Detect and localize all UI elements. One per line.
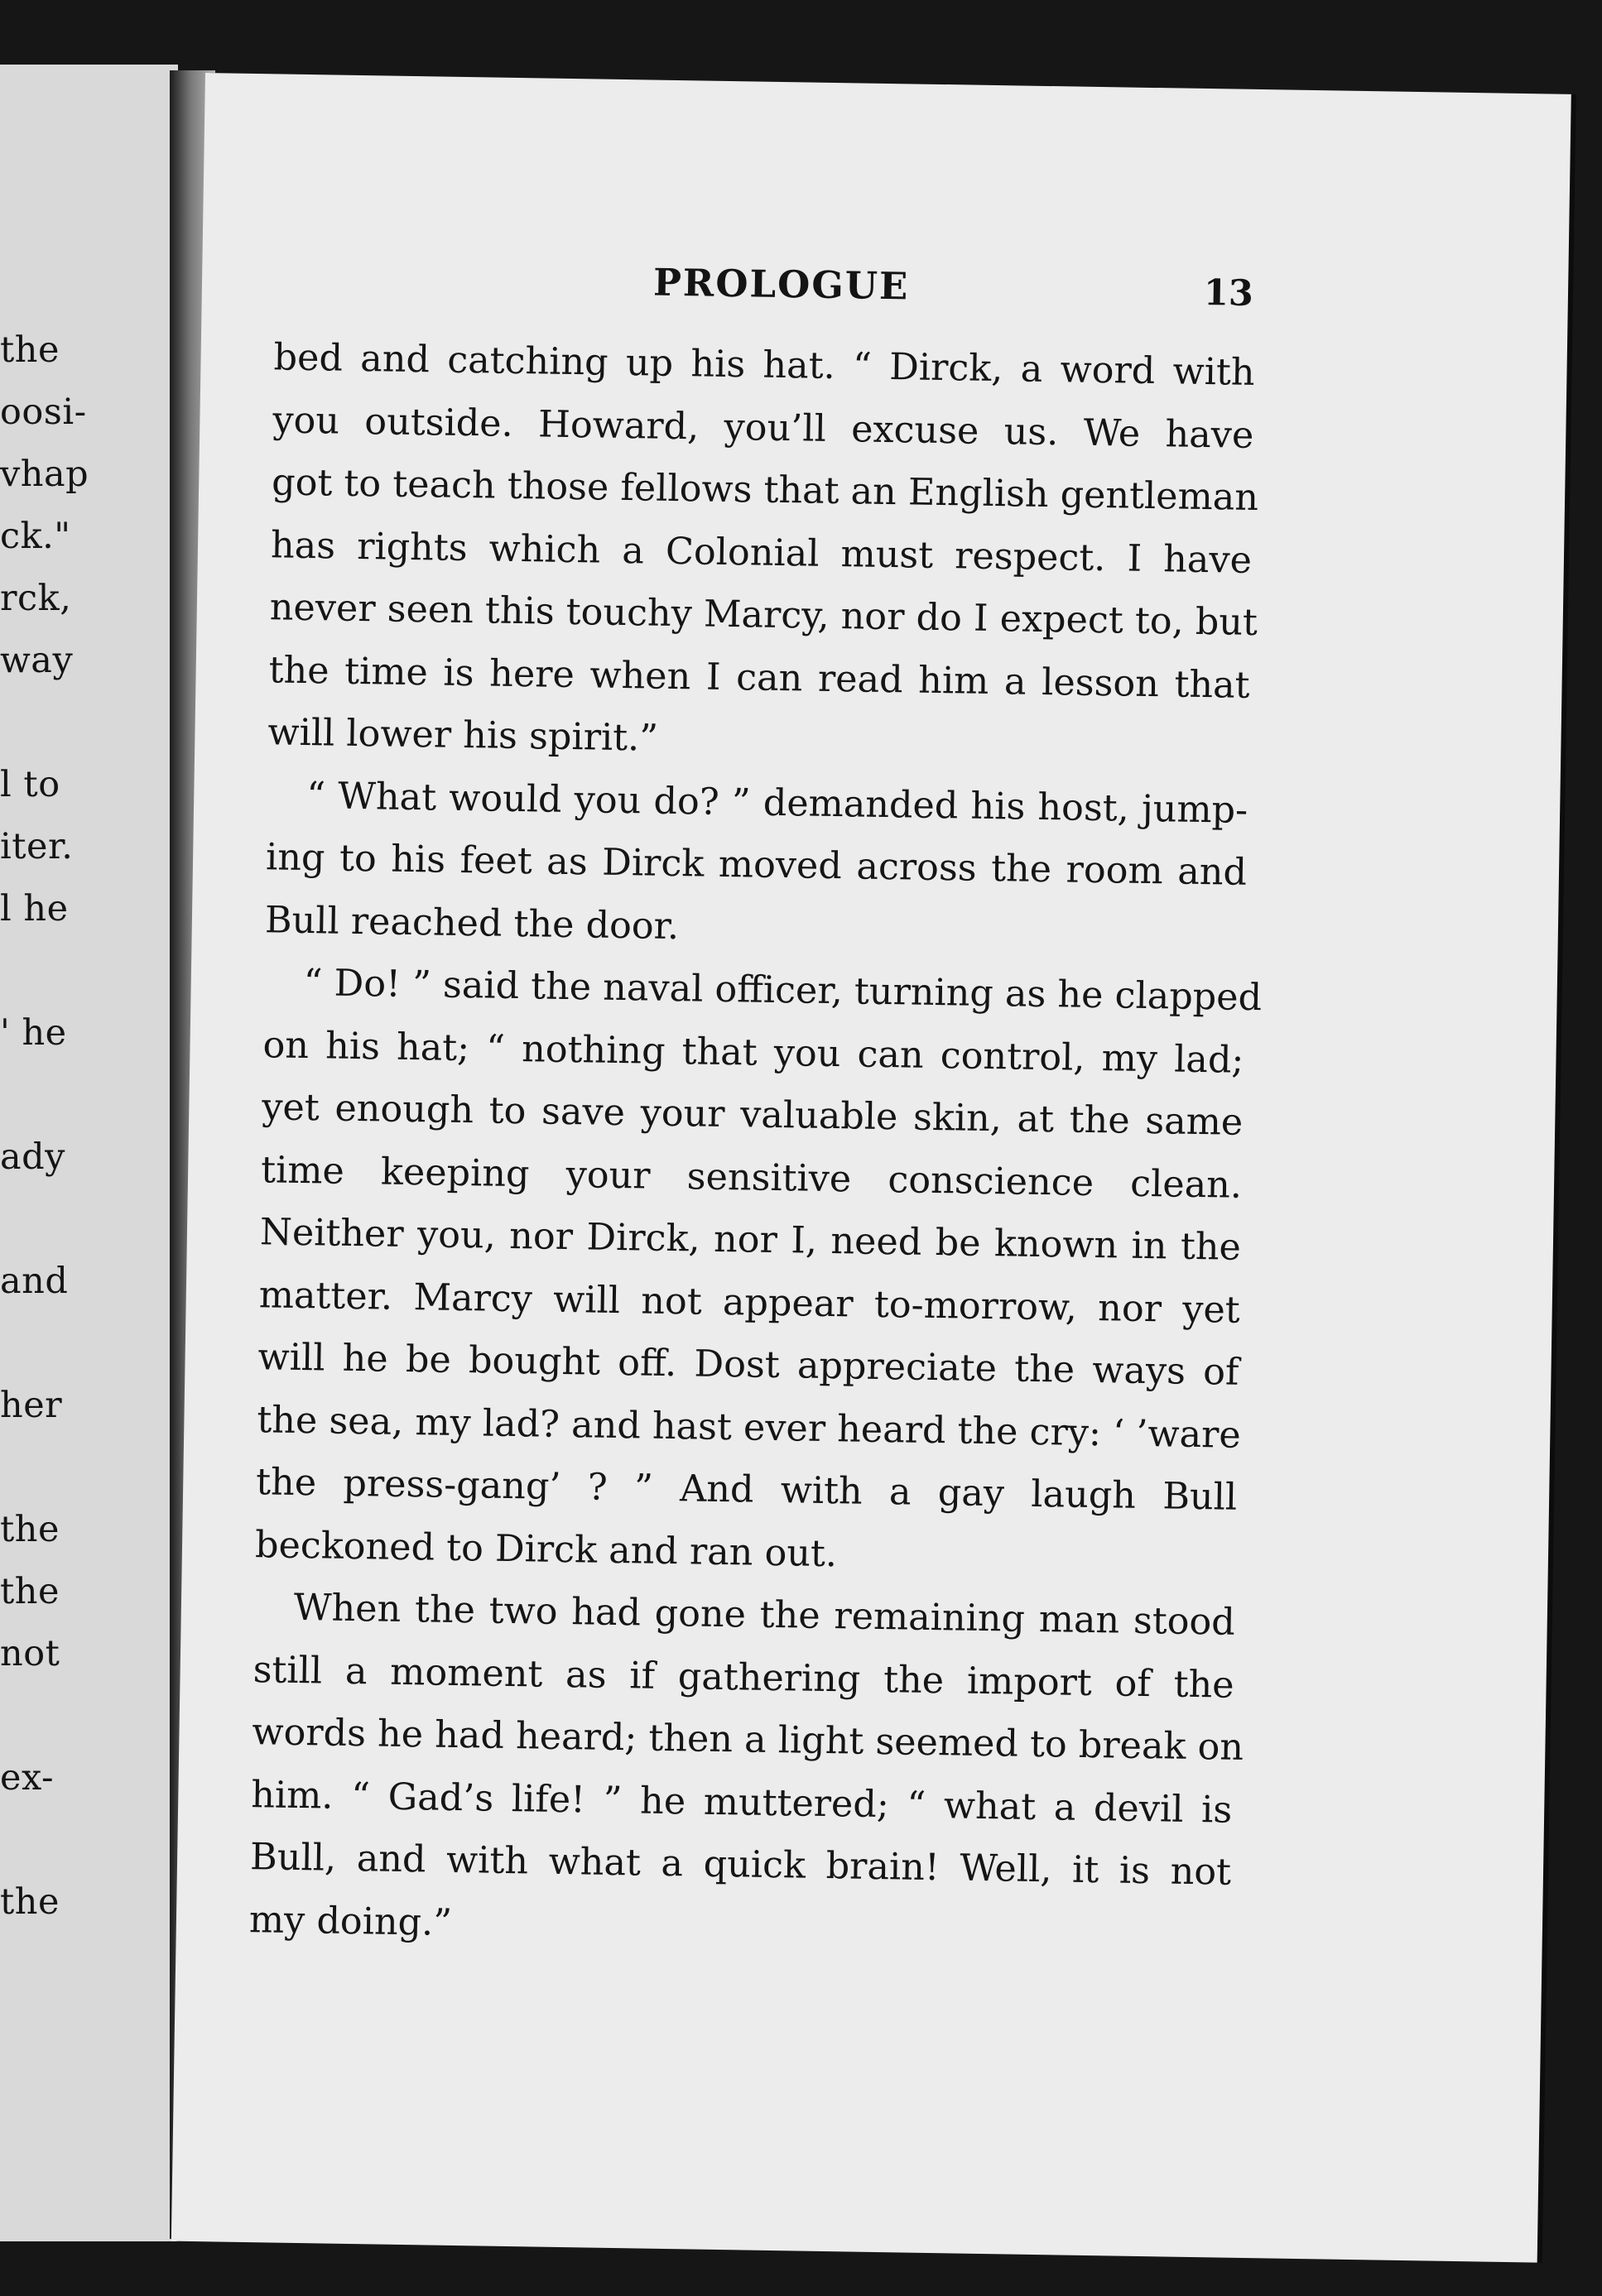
text-line: you outside. Howard, you’ll excuse us. We have — [272, 398, 1254, 457]
facing-page-fragment: l to — [0, 764, 60, 805]
facing-page-fragment: the — [0, 329, 60, 371]
facing-page-fragment: the — [0, 1881, 60, 1923]
facing-page-fragment: ' he — [0, 1012, 67, 1054]
facing-page-fragment: the — [0, 1509, 60, 1550]
facing-page-fragment: the — [0, 1571, 60, 1612]
text-line: time keeping your sensitive conscience clean. — [260, 1148, 1243, 1207]
facing-page-fragment: and — [0, 1261, 69, 1302]
text-line: him. “ Gad’s life! ” he muttered; “ what a devil is — [250, 1773, 1233, 1832]
facing-page-fragment: ady — [0, 1136, 65, 1178]
text-line: Neither you, nor Dirck, nor I, need be known in the — [259, 1211, 1242, 1269]
text-line: the sea, my lad? and hast ever heard the cry: ‘ ’ware — [257, 1398, 1242, 1457]
facing-page-fragment: iter. — [0, 826, 74, 867]
facing-page-fragment: ex- — [0, 1757, 54, 1799]
text-line: matter. Marcy will not appear to-morrow, nor yet — [258, 1273, 1241, 1332]
text-line: the press-gang’ ? ” And with a gay laugh Bull — [255, 1461, 1238, 1519]
facing-page-fragment: oosi- — [0, 391, 87, 433]
body-text — [248, 326, 1263, 1966]
text-line: bed and catching up his hat. “ Dirck, a word with — [273, 336, 1255, 394]
text-line: on his hat; “ nothing that you can control, my lad; — [262, 1023, 1244, 1082]
running-head: PROLOGUE — [652, 260, 910, 309]
text-line: Bull, and with what a quick brain! Well, it is not — [249, 1836, 1232, 1894]
text-line: ing to his feet as Dirck moved across the room and — [265, 836, 1248, 894]
text-line: Bull reached the door. — [264, 898, 680, 948]
text-line: the time is here when I can read him a lesson that — [268, 648, 1250, 707]
text-line: words he had heard; then a light seemed to break on — [252, 1711, 1244, 1769]
facing-page-fragment: vhap — [0, 454, 89, 495]
text-line: When the two had gone the remaining man stood — [293, 1586, 1236, 1644]
text-line: my doing.” — [248, 1898, 453, 1944]
facing-page-fragment: her — [0, 1385, 63, 1426]
text-line: “ Do! ” said the naval officer, turning as he clapped — [303, 962, 1263, 1020]
text-line: still a moment as if gathering the import of the — [253, 1648, 1234, 1707]
book-page — [171, 73, 1571, 2263]
facing-page-fragment: l he — [0, 888, 69, 929]
facing-page-fragment: ck." — [0, 516, 71, 557]
text-line: got to teach those fellows that an English gentleman — [271, 461, 1259, 520]
text-line: never seen this touchy Marcy, nor do I expect to, but — [269, 586, 1258, 645]
facing-page-fragment: way — [0, 640, 74, 681]
facing-page — [0, 65, 178, 2241]
facing-page-fragment: not — [0, 1633, 60, 1674]
page-number: 13 — [1203, 271, 1254, 315]
text-line: will lower his spirit.” — [267, 711, 659, 760]
text-line: yet enough to save your valuable skin, at the same — [261, 1086, 1244, 1144]
page-header — [202, 253, 1569, 324]
text-line: will he be bought off. Dost appreciate the ways of — [257, 1336, 1239, 1394]
text-line: beckoned to Dirck and ran out. — [254, 1523, 838, 1575]
text-line: has rights which a Colonial must respect. I have — [270, 523, 1253, 582]
text-line: “ What would you do? ” demanded his host, jump- — [305, 774, 1248, 832]
facing-page-fragment: rck, — [0, 578, 72, 619]
